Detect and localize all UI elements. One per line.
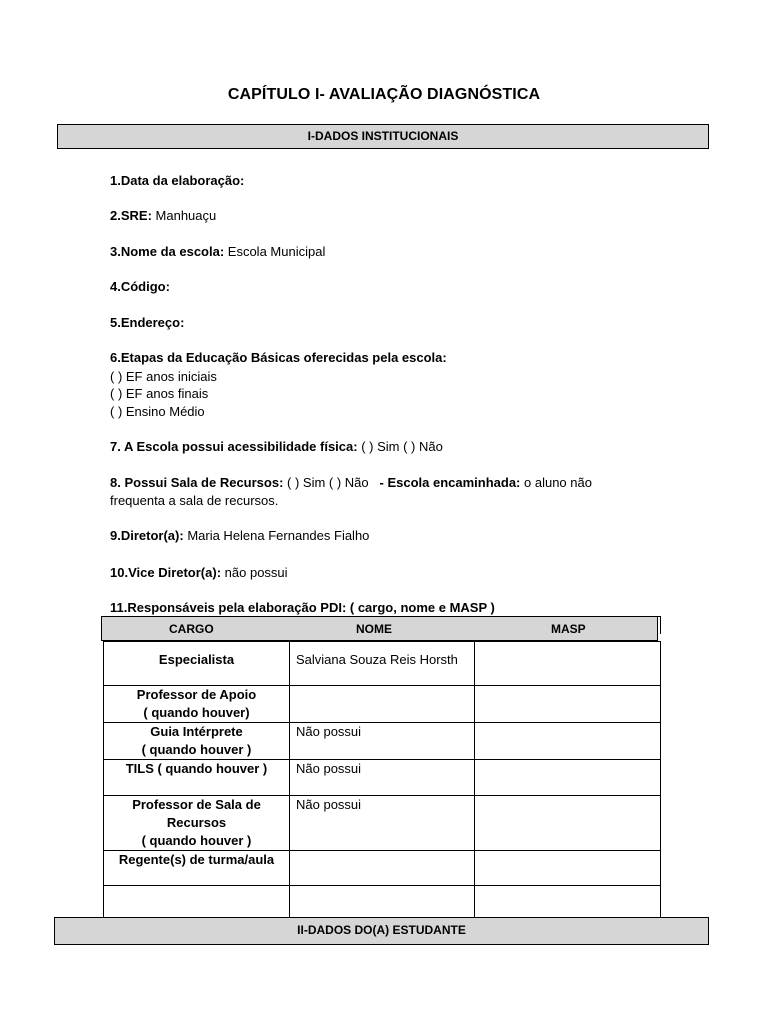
field-codigo: 4.Código:: [110, 279, 170, 294]
cargo-cell: TILS ( quando houver ): [104, 760, 290, 796]
etapa-option-anos-finais[interactable]: ( ) EF anos finais: [110, 386, 209, 401]
table-row: [104, 723, 661, 760]
masp-cell[interactable]: [475, 851, 661, 886]
masp-cell[interactable]: [475, 723, 661, 760]
cargo-cell: Professor de Sala de Recursos ( quando houver ): [104, 796, 290, 851]
nome-cell[interactable]: [290, 886, 475, 919]
etapa-option-anos-iniciais[interactable]: ( ) EF anos iniciais: [110, 369, 217, 384]
masp-cell[interactable]: [475, 760, 661, 796]
cargo-cell: Especialista: [104, 642, 290, 686]
table-row: [104, 642, 661, 686]
field-responsaveis: 11.Responsáveis pela elaboração PDI: ( cargo, nome e MASP ): [110, 600, 495, 615]
vice-diretor-value: não possui: [224, 565, 288, 580]
etapa-option-ensino-medio[interactable]: ( ) Ensino Médio: [110, 404, 205, 419]
table-row: [104, 760, 661, 796]
masp-cell[interactable]: [475, 686, 661, 723]
field-diretor: 9.Diretor(a): Maria Helena Fernandes Fialho: [110, 528, 370, 543]
resp-table-header: [101, 616, 658, 641]
table-row: [104, 796, 661, 851]
field-sre: 2.SRE: Manhuaçu: [110, 208, 217, 223]
nome-cell[interactable]: Não possui: [290, 796, 475, 851]
field-acessibilidade: 7. A Escola possui acessibilidade física: ( ) Sim ( ) Não: [110, 439, 443, 454]
field-vice-diretor: 10.Vice Diretor(a): não possui: [110, 565, 288, 580]
nome-cell[interactable]: [290, 686, 475, 723]
section-header-estudante: II-DADOS DO(A) ESTUDANTE: [54, 917, 709, 945]
masp-cell[interactable]: [475, 642, 661, 686]
header-masp: MASP: [551, 622, 586, 636]
sala-recursos-note: frequenta a sala de recursos.: [110, 493, 279, 508]
masp-cell[interactable]: [475, 796, 661, 851]
sre-value: Manhuaçu: [155, 208, 217, 223]
nome-cell[interactable]: Não possui: [290, 760, 475, 796]
table-row: [104, 886, 661, 919]
field-endereco: 5.Endereço:: [110, 315, 185, 330]
table-row: [104, 851, 661, 886]
responsaveis-table: [103, 641, 661, 919]
field-nome-escola: 3.Nome da escola: Escola Municipal: [110, 244, 326, 259]
header-border-tail: [657, 616, 661, 634]
masp-cell[interactable]: [475, 886, 661, 919]
cargo-cell: Professor de Apoio ( quando houver): [104, 686, 290, 723]
cargo-cell: Guia Intérprete ( quando houver ): [104, 723, 290, 760]
nome-cell[interactable]: [290, 851, 475, 886]
page-title: CAPÍTULO I- AVALIAÇÃO DIAGNÓSTICA: [227, 86, 541, 103]
cargo-cell[interactable]: [104, 886, 290, 919]
sala-recursos-options[interactable]: ( ) Sim ( ) Não: [287, 475, 369, 490]
section-header-institucionais: I-DADOS INSTITUCIONAIS: [57, 124, 709, 149]
cargo-cell: Regente(s) de turma/aula: [104, 851, 290, 886]
table-row: [104, 686, 661, 723]
header-nome: NOME: [356, 622, 392, 636]
field-data-elaboracao: 1.Data da elaboração:: [110, 173, 245, 188]
diretor-value: Maria Helena Fernandes Fialho: [187, 528, 370, 543]
escola-value: Escola Municipal: [227, 244, 326, 259]
field-etapas: 6.Etapas da Educação Básicas oferecidas pela escola:: [110, 350, 447, 365]
nome-cell[interactable]: Salviana Souza Reis Horsth: [290, 642, 475, 686]
nome-cell[interactable]: Não possui: [290, 723, 475, 760]
field-sala-recursos: 8. Possui Sala de Recursos: ( ) Sim ( ) Não - Escola encaminhada: o aluno não: [110, 475, 592, 490]
acessibilidade-options[interactable]: ( ) Sim ( ) Não: [361, 439, 443, 454]
header-cargo: CARGO: [169, 622, 214, 636]
